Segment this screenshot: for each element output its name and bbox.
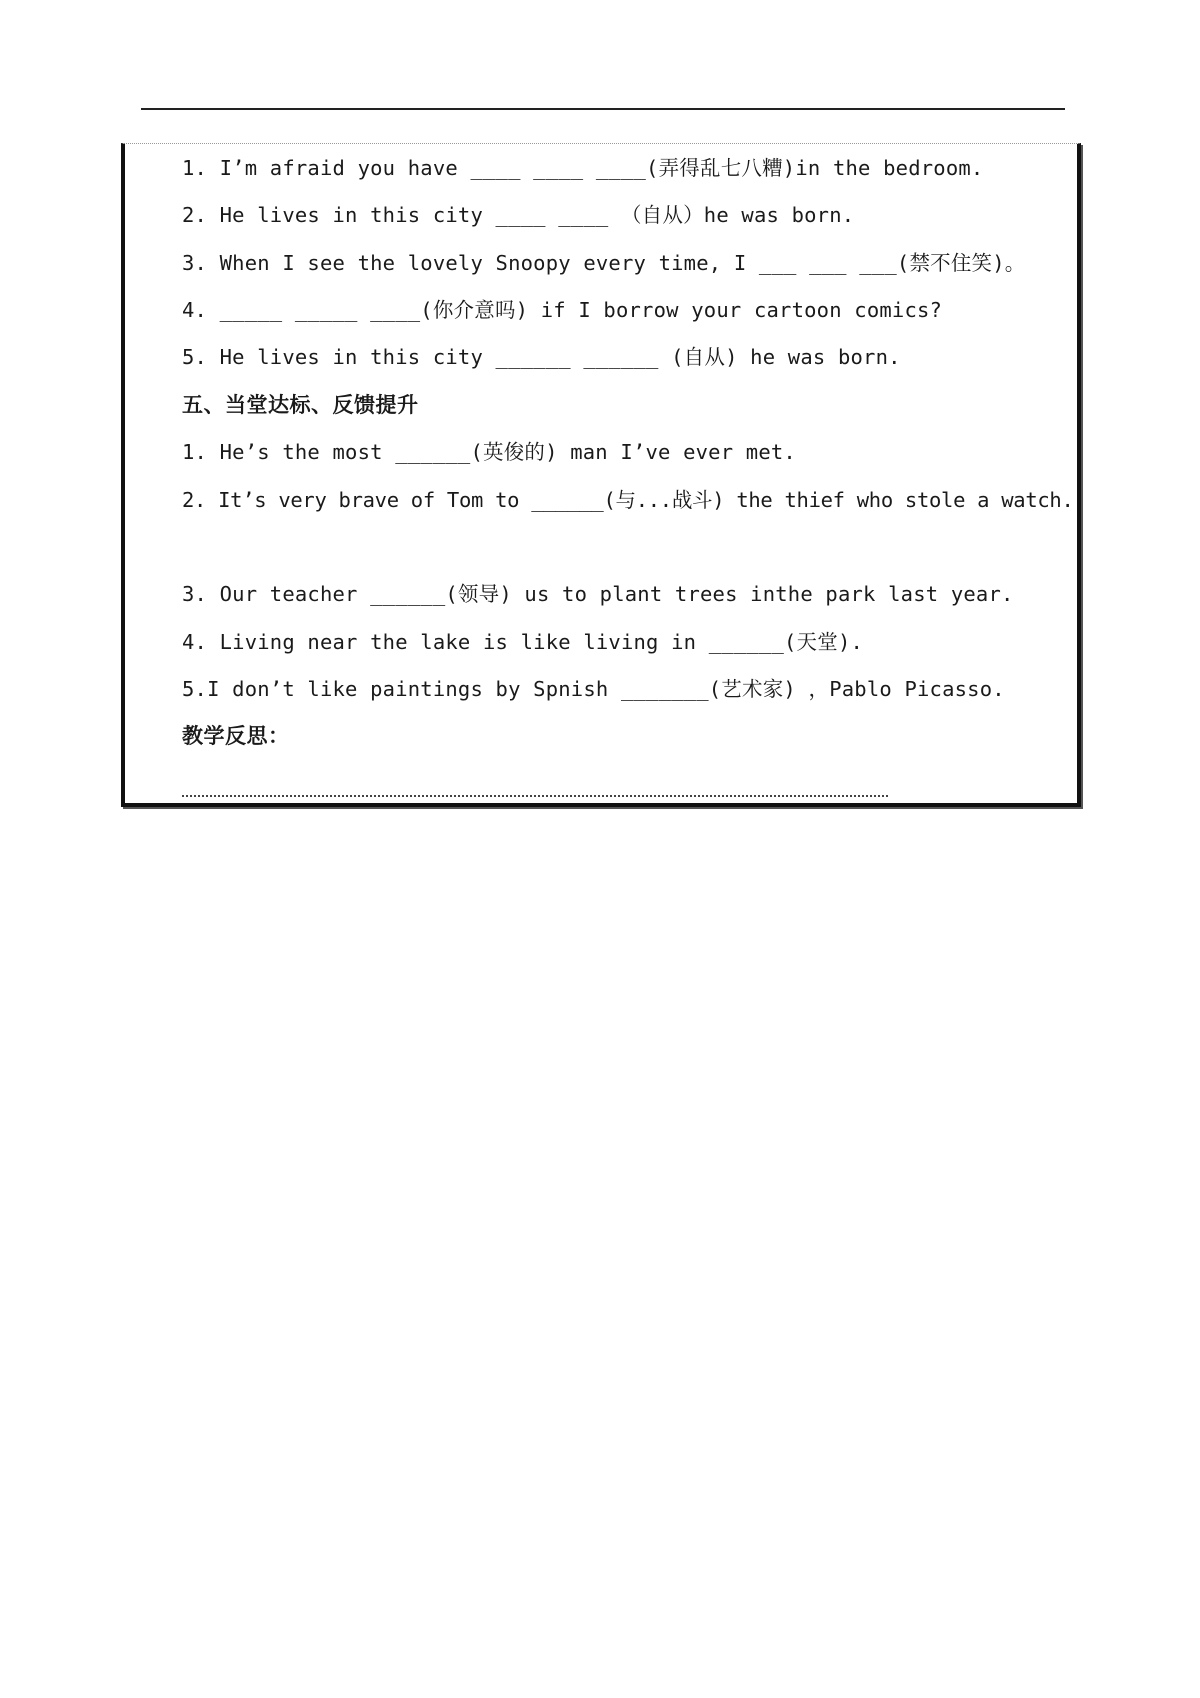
section5-heading: 五、当堂达标、反馈提升 (182, 393, 419, 417)
section4-item-2: 2. He lives in this city ____ ____ （自从）he was born. (182, 203, 855, 227)
section5-item-4: 4. Living near the lake is like living in ______(天堂). (182, 630, 864, 654)
page-header-rule (141, 108, 1065, 110)
reflection-answer-line (182, 795, 888, 797)
section5-item-2: 2. It’s very brave of Tom to ______(与...战斗) the thief who stole a watch. (182, 488, 1074, 512)
worksheet-frame (121, 143, 1081, 807)
section4-item-4: 4. _____ _____ ____(你介意吗) if I borrow your cartoon comics? (182, 298, 943, 322)
section5-item-3: 3. Our teacher ______(领导) us to plant trees inthe park last year. (182, 582, 1014, 606)
section4-item-3: 3. When I see the lovely Snoopy every time, I ___ ___ ___(禁不住笑)。 (182, 251, 1026, 275)
section5-item-5: 5.I don’t like paintings by Spnish _______(艺术家) ，Pablo Picasso. (182, 677, 1005, 701)
reflection-heading: 教学反思： (182, 724, 290, 748)
section4-item-1: 1. I’m afraid you have ____ ____ ____(弄得乱七八糟)in the bedroom. (182, 156, 984, 180)
section4-item-5: 5. He lives in this city ______ ______ (自从) he was born. (182, 345, 901, 369)
section5-item-1: 1. He’s the most ______(英俊的) man I’ve ever met. (182, 440, 796, 464)
